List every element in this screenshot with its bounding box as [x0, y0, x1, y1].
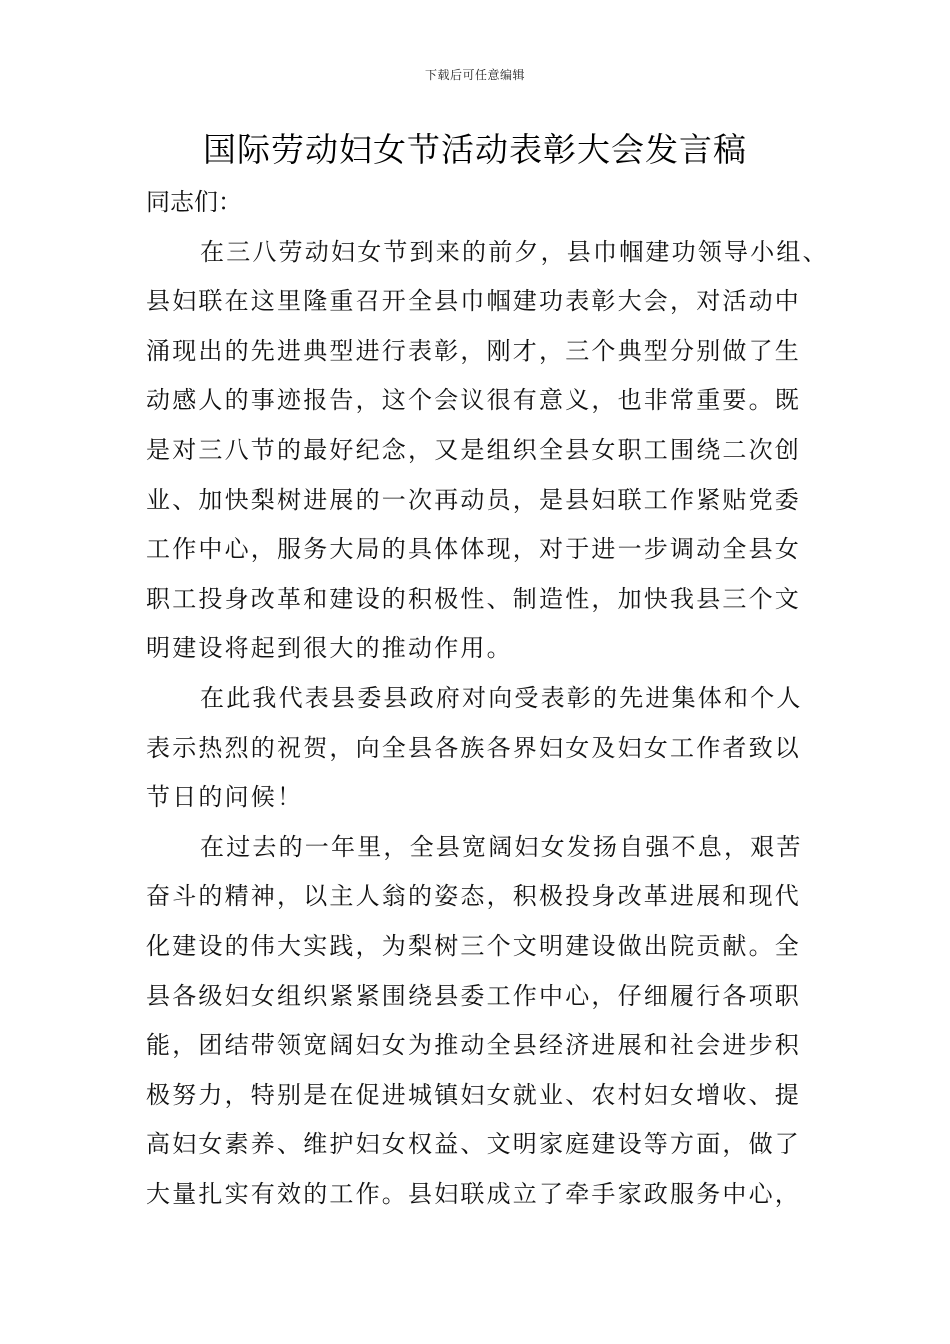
paragraph-line: 在此我代表县委县政府对向受表彰的先进集体和个人	[200, 683, 803, 712]
paragraph-3	[146, 823, 836, 1220]
paragraph-line: 职工投身改革和建设的积极性、制造性，加快我县三个文	[146, 584, 801, 613]
paragraph-line: 动感人的事迹报告，这个会议很有意义，也非常重要。既	[146, 386, 801, 415]
document-title: 国际劳动妇女节活动表彰大会发言稿	[203, 130, 747, 169]
paragraph-line: 县各级妇女组织紧紧围绕县委工作中心，仔细履行各项职	[146, 981, 801, 1010]
paragraph-line: 在过去的一年里，全县宽阔妇女发扬自强不息，艰苦	[200, 832, 803, 861]
document-body	[146, 178, 836, 1219]
paragraph-line: 县妇联在这里隆重召开全县巾帼建功表彰大会，对活动中	[146, 287, 801, 316]
paragraph-line: 业、加快梨树进展的一次再动员，是县妇联工作紧贴党委	[146, 485, 801, 514]
paragraph-2	[146, 674, 836, 823]
paragraph-line: 工作中心，服务大局的具体体现，对于进一步调动全县女	[146, 535, 801, 564]
paragraph-line: 化建设的伟大实践，为梨树三个文明建设做出院贡献。全	[146, 931, 801, 960]
paragraph-1	[146, 228, 836, 674]
paragraph-line: 是对三八节的最好纪念，又是组织全县女职工围绕二次创	[146, 435, 801, 464]
paragraph-line: 奋斗的精神，以主人翁的姿态，积极投身改革进展和现代	[146, 882, 801, 911]
salutation: 同志们：	[146, 188, 242, 216]
paragraph-line: 高妇女素养、维护妇女权益、文明家庭建设等方面，做了	[146, 1130, 801, 1159]
paragraph-line: 在三八劳动妇女节到来的前夕，县巾帼建功领导小组、	[200, 237, 829, 266]
paragraph-line: 表示热烈的祝贺，向全县各族各界妇女及妇女工作者致以	[146, 733, 801, 762]
paragraph-line: 节日的问候！	[146, 783, 304, 812]
paragraph-line: 涌现出的先进典型进行表彰，刚才，三个典型分别做了生	[146, 336, 801, 365]
paragraph-line: 明建设将起到很大的推动作用。	[146, 634, 513, 663]
paragraph-line: 能，团结带领宽阔妇女为推动全县经济进展和社会进步积	[146, 1031, 801, 1060]
paragraph-line: 大量扎实有效的工作。县妇联成立了牵手家政服务中心，	[146, 1179, 801, 1208]
paragraph-line: 极努力，特别是在促进城镇妇女就业、农村妇女增收、提	[146, 1080, 801, 1109]
header-note: 下载后可任意编辑	[424, 68, 525, 82]
